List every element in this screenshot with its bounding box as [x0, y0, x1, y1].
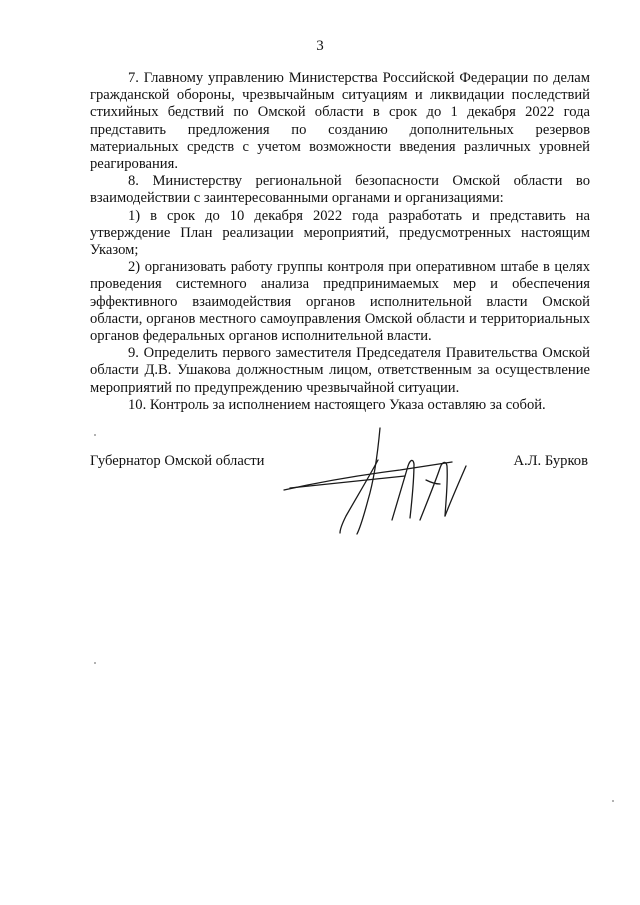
- scan-speck: [612, 800, 614, 802]
- page-number: 3: [316, 38, 324, 54]
- signatory-title: Губернатор Омской области: [90, 453, 265, 469]
- document-body: [90, 70, 590, 414]
- handwritten-signature: [280, 420, 490, 540]
- paragraph-8-item-2: 2) организовать работу группы контроля при оперативном штабе в целях проведения системного анализа предпринимаемых мер и обеспечения эффективного взаимодействия органов исполнительной власти Омской области, органов местного самоуправления Омской области и территориальных органов федеральных органов исполнительной власти.: [90, 259, 590, 345]
- scan-speck: [94, 434, 96, 436]
- paragraph-9: 9. Определить первого заместителя Председателя Правительства Омской области Д.В. Ушакова должностным лицом, ответственным за осуществление мероприятий по предупреждению чрезвычайной ситуации.: [90, 345, 590, 396]
- paragraph-8-item-1: 1) в срок до 10 декабря 2022 года разработать и представить на утверждение План реализации мероприятий, предусмотренных настоящим Указом;: [90, 207, 590, 259]
- scan-speck: [94, 662, 96, 664]
- paragraph-8: 8. Министерству региональной безопасности Омской области во взаимодействии с заинтересованными органами и организациями:: [90, 173, 590, 207]
- paragraph-10: 10. Контроль за исполнением настоящего Указа оставляю за собой.: [128, 396, 546, 413]
- signatory-name: А.Л. Бурков: [513, 453, 588, 469]
- paragraph-7: 7. Главному управлению Министерства Российской Федерации по делам гражданской обороны, чрезвычайным ситуациям и ликвидации последствий стихийных бедствий по Омской области в срок до 1 декабря 2022 года представить предложения по созданию дополнительных резервов материальных средств с учетом возможности введения различных уровней реагирования.: [90, 70, 590, 173]
